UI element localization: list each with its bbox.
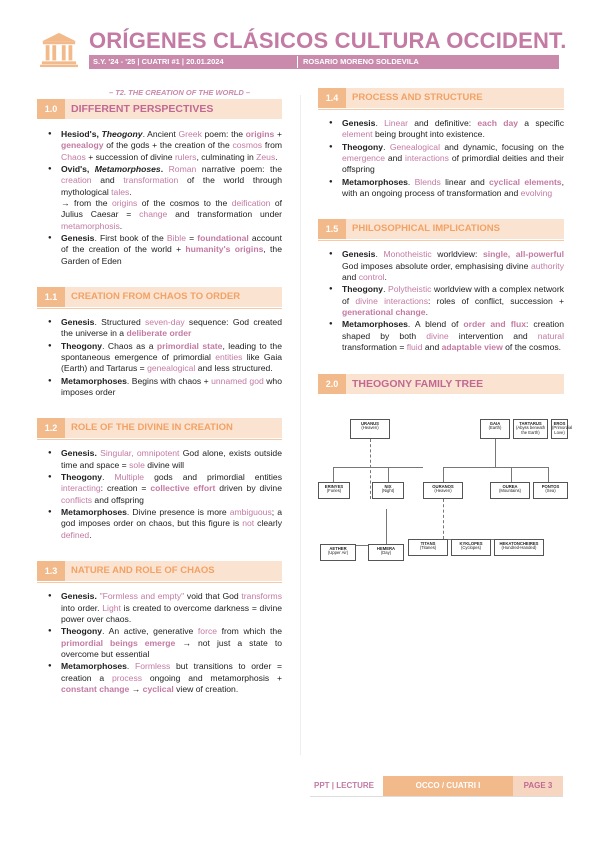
footer-divider <box>310 796 563 797</box>
tree-connector <box>333 467 423 468</box>
section-header-1-1 <box>37 287 282 309</box>
list-item: ● Genesis. "Formless and empty" void that God transforms into order. Light is created to overcome darkness = divine power over chaos. <box>61 591 282 625</box>
section-number: 1.2 <box>37 418 65 438</box>
section-title: PHILOSOPHICAL IMPLICATIONS <box>346 219 564 239</box>
section-header-1-3 <box>37 561 282 583</box>
tree-connector <box>333 467 334 482</box>
section-header-1-5 <box>318 219 564 241</box>
right-column <box>318 88 573 579</box>
tree-node-titans: TITANS (Titanes) <box>408 539 448 556</box>
list-item: ● Genesis. Singular, omnipotent God alone, exists outside time and space = sole divine will <box>61 448 282 471</box>
section-number: 1.1 <box>37 287 65 307</box>
tree-connector <box>443 467 548 468</box>
process-structure-list <box>318 118 564 199</box>
tree-connector <box>386 509 387 545</box>
course-meta: S.Y. '24 - '25 | CUATRI #1 | 20.01.2024 <box>93 57 224 66</box>
section-number: 1.4 <box>318 88 346 108</box>
tree-node-eros: EROS (Primordial Love) <box>551 419 568 439</box>
list-item: ● Genesis. Linear and definitive: each day a specific element being brought into existence. <box>342 118 564 141</box>
section-header-2-0 <box>318 374 564 396</box>
tree-node-kyklopes: KYKLOPES (Cyclopes) <box>451 539 491 556</box>
greek-temple-icon <box>40 30 78 68</box>
list-item: ● Metamorphoses. Formless but transitions to order = creation a process ongoing and metamorphosis + constant change → cyclical view of creation. <box>61 661 282 695</box>
tree-connector <box>388 467 389 482</box>
tree-node-uranus: URANUS (Heaven) <box>350 419 390 439</box>
tree-connector <box>511 467 512 482</box>
section-number: 1.0 <box>37 99 65 119</box>
page-title: ORÍGENES CLÁSICOS CULTURA OCCIDENT. <box>89 28 567 53</box>
footer-ppt-label: PPT | LECTURE <box>313 781 375 790</box>
meta-bar <box>89 55 559 69</box>
section-number: 1.5 <box>318 219 346 239</box>
section-title: DIFFERENT PERSPECTIVES <box>65 99 282 119</box>
left-column <box>37 88 282 715</box>
page-header <box>0 0 600 80</box>
list-item: ● Hesiod's, Theogony. Ancient Greek poem: the origins + genealogy of the gods + the creation of the cosmos from Chaos + succession of divine rulers, culminating in Zeus. <box>61 129 282 163</box>
tree-node-aether: AETHER (Upper Air) <box>320 544 356 561</box>
professor-name: ROSARIO MORENO SOLDEVILA <box>303 57 419 66</box>
topic-subtitle: – T2. THE CREATION OF THE WORLD – <box>108 88 251 97</box>
section-header-1-4 <box>318 88 564 110</box>
list-item: ● Metamorphoses. Blends linear and cyclical elements, with an ongoing process of transformation and evolving <box>342 177 564 200</box>
tree-node-gaia: GAIA (Earth) <box>480 419 510 439</box>
tree-node-pontos: PONTOS (Sea) <box>533 482 568 499</box>
tree-connector <box>495 439 496 467</box>
footer-course-label: OCCO / CUATRI I <box>383 776 513 796</box>
list-item: ● Metamorphoses. Divine presence is more ambiguous; a god imposes order on chaos, but this figure is not clearly defined. <box>61 507 282 541</box>
tree-node-erinyes: ERINYES (Furies) <box>318 482 350 499</box>
footer-page-number: PAGE 3 <box>513 776 563 796</box>
list-item: ● Genesis. Structured seven-day sequence: God created the universe in a deliberate order <box>61 317 282 340</box>
tree-node-hekatoncheires: HEKATONCHEIRES (Hundred-Handed) <box>494 539 544 556</box>
list-item: ● Theogony. An active, generative force from which the primordial beings emerge → not just a state to overcome but essential <box>61 626 282 660</box>
tree-connector <box>548 467 549 482</box>
list-item: ● Genesis. Monotheistic worldview: single, all-powerful God imposes absolute order, emphasising divine authority and control. <box>342 249 564 283</box>
meta-divider <box>297 56 298 68</box>
column-divider <box>300 95 301 755</box>
chaos-order-list <box>37 317 282 398</box>
tree-node-nix: NIX (Night) <box>372 482 404 499</box>
list-item: ● Ovid's, Metamorphoses. Roman narrative poem: the creation and transformation of the world through mythological tales. → from the origins of the cosmos to the deification of Julius Caesar = change and transformation under metamorphosis. <box>61 164 282 232</box>
list-item: ● Theogony. Polytheistic worldview with a complex network of divine interactions: roles of conflict, succession + generational change. <box>342 284 564 318</box>
section-number: 1.3 <box>37 561 65 581</box>
section-title: ROLE OF THE DIVINE IN CREATION <box>65 418 282 438</box>
perspectives-list <box>37 129 282 267</box>
list-item: ● Metamorphoses. A blend of order and flux: creation shaped by both divine intervention and natural transformation = fluid and adaptable view of the cosmos. <box>342 319 564 353</box>
tree-connector <box>370 439 371 499</box>
tree-connector <box>443 499 444 539</box>
section-title: NATURE AND ROLE OF CHAOS <box>65 561 282 581</box>
chaos-nature-list <box>37 591 282 695</box>
tree-connector <box>443 467 444 482</box>
tree-node-ourea: OUREA (Mountains) <box>490 482 530 499</box>
list-item: ● Theogony. Chaos as a primordial state, leading to the spontaneous emergence of primordial entities like Gaia (Earth) and Tartarus = genealogical and less structured. <box>61 341 282 375</box>
philosophical-list <box>318 249 564 353</box>
list-item: ● Theogony. Genealogical and dynamic, focusing on the emergence and interactions of primordial deities and their offspring <box>342 142 564 176</box>
tree-node-hemera: HEMERA (Day) <box>368 544 404 561</box>
list-item: ● Metamorphoses. Begins with chaos + unnamed god who imposes order <box>61 376 282 399</box>
section-title: CREATION FROM CHAOS TO ORDER <box>65 287 282 307</box>
tree-node-ouranos: OURANOS (Heaven) <box>423 482 463 499</box>
list-item: ● Genesis. First book of the Bible = foundational account of the creation of the world + humanity's origins, the Garden of Eden <box>61 233 282 267</box>
section-title: THEOGONY FAMILY TREE <box>346 374 564 394</box>
tree-node-tartarus: TARTARUS (Abyss beneath the Earth) <box>513 419 548 439</box>
theogony-family-tree <box>318 404 573 579</box>
list-item: ● Theogony. Multiple gods and primordial entities interacting: creation = collective effort driven by divine conflicts and offspring <box>61 472 282 506</box>
section-number: 2.0 <box>318 374 346 394</box>
divine-role-list <box>37 448 282 541</box>
section-header-1-0 <box>37 99 282 121</box>
section-header-1-2 <box>37 418 282 440</box>
section-title: PROCESS AND STRUCTURE <box>346 88 564 108</box>
